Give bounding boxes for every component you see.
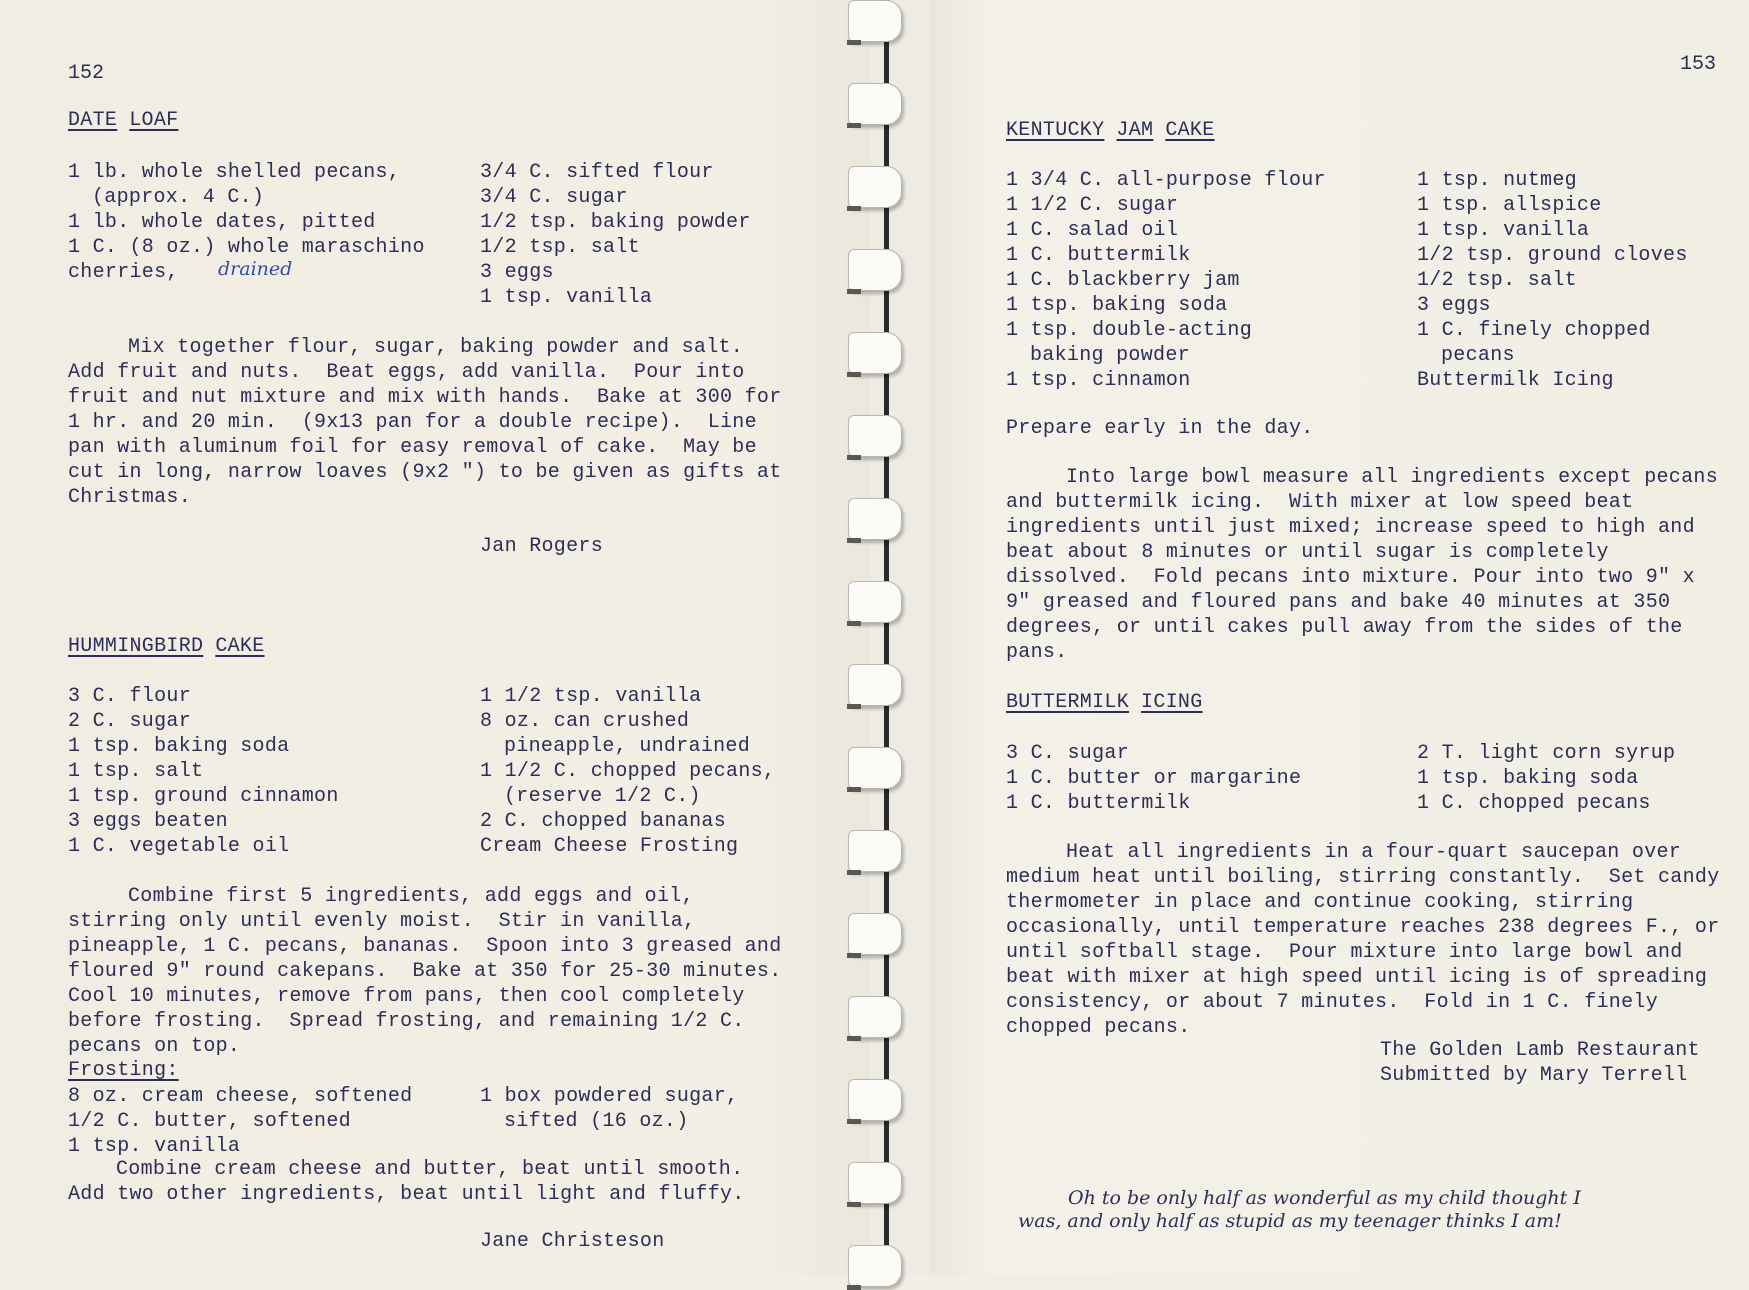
ingredients-left-icing [1006,741,1301,816]
frosting-ingredients-left [68,1084,412,1159]
text-line: until softball stage. Pour mixture into large bowl and [1006,941,1683,964]
text-line: floured 9" round cakepans. Bake at 350 for 25-30 minutes. [68,960,782,983]
text-line: (reserve 1/2 C.) [504,785,701,808]
text-line: 1 C. butter or margarine [1006,767,1302,790]
text-line: 2 T. light corn syrup [1417,742,1676,765]
text-line: ingredients until just mixed; increase speed to high and [1006,516,1695,539]
spiral-ring [848,1079,902,1121]
spiral-ring [848,249,902,291]
spiral-ring [848,1162,902,1204]
text-line: 9" greased and floured pans and bake 40 minutes at 350 [1006,591,1671,614]
frosting-heading [68,1058,191,1083]
text-line: pans. [1006,641,1068,664]
text-line: and buttermilk icing. With mixer at low speed beat [1006,491,1634,514]
text-line: thermometer in place and continue cooking, stirring [1006,891,1634,914]
page-number-right: 153 [1680,53,1717,76]
closing-quote [1018,1187,1730,1233]
text-line: 1 tsp. vanilla [68,1135,241,1158]
text-line: 1 C. finely chopped [1417,319,1651,342]
text-line: 1 1/2 C. chopped pecans, [480,760,776,783]
contributor-hummingbird: Jane Christeson [480,1230,665,1253]
text-line: 1 tsp. baking soda [68,735,290,758]
text-line: 8 oz. cream cheese, softened [68,1085,413,1108]
text-line: 1 3/4 C. all-purpose flour [1006,169,1326,192]
directions-icing [1006,840,1720,1040]
contributor-icing [1380,1038,1700,1088]
text-line: 1/2 tsp. salt [480,236,640,259]
text-line: Add two other ingredients, beat until light and fluffy. [68,1183,745,1206]
text-line: 3 eggs [1417,294,1491,317]
text-line: 3 C. sugar [1006,742,1130,765]
directions-date-loaf [68,335,782,510]
title-word: HUMMINGBIRD [68,635,204,658]
text-line: 1 1/2 tsp. vanilla [480,685,702,708]
text-line: 1 1/2 C. sugar [1006,194,1179,217]
text-line: 1 C. (8 oz.) whole maraschino [68,236,425,259]
text-line: beat about 8 minutes or until sugar is completely [1006,541,1609,564]
text-line: 1 tsp. baking soda [1006,294,1228,317]
spiral-ring [848,332,902,374]
text-line: 3 C. flour [68,685,192,708]
text-line: baking powder [1030,344,1190,367]
text-line: 1 tsp. baking soda [1417,767,1639,790]
text-line: 3/4 C. sugar [480,186,628,209]
text-line: Christmas. [68,486,192,509]
text-line: stirring only until evenly moist. Stir in vanilla, [68,910,696,933]
title-word: DATE [68,109,118,132]
text-line: Add fruit and nuts. Beat eggs, add vanilla. Pour into [68,361,745,384]
text-line: Submitted by Mary Terrell [1380,1064,1688,1087]
text-line: 1/2 tsp. baking powder [480,211,751,234]
page-number-left: 152 [68,62,105,85]
spiral-ring [848,166,902,208]
title-word: LOAF [129,109,179,132]
text-line: Cream Cheese Frosting [480,835,739,858]
text-line: 1 box powdered sugar, [480,1085,739,1108]
text-line: 1 C. vegetable oil [68,835,290,858]
text-line: 1 tsp. ground cinnamon [68,785,339,808]
text-line: 1 tsp. double-acting [1006,319,1253,342]
text-line: 1/2 C. butter, softened [68,1110,351,1133]
spiral-ring [848,664,902,706]
ingredients-right-date-loaf [480,160,751,310]
ingredients-right-icing [1417,741,1675,816]
text-line: Mix together flour, sugar, baking powder and salt. [128,336,744,359]
text-line: 1 tsp. cinnamon [1006,369,1191,392]
text-line: (approx. 4 C.) [92,186,265,209]
text-line: degrees, or until cakes pull away from the sides of the [1006,616,1683,639]
text-line: Into large bowl measure all ingredients except pecans [1066,466,1719,489]
spiral-ring [848,996,902,1038]
text-line: medium heat until boiling, stirring constantly. Set candy [1006,866,1720,889]
text-line: pecans [1441,344,1515,367]
spiral-ring [848,830,902,872]
title-word: BUTTERMILK [1006,691,1130,714]
text-line: 1 tsp. vanilla [480,286,653,309]
quote-line-2: was, and only half as stupid as my teenager thinks I am! [1018,1210,1562,1232]
text-line: Cool 10 minutes, remove from pans, then cool completely [68,985,745,1008]
text-line: cherries, [68,261,179,284]
text-line: pan with aluminum foil for easy removal of cake. May be [68,436,757,459]
note-kentucky: Prepare early in the day. [1006,417,1314,440]
text-line: pineapple, 1 C. pecans, bananas. Spoon into 3 greased and [68,935,782,958]
spiral-ring [848,0,902,42]
text-line: 1 C. chopped pecans [1417,792,1651,815]
spiral-ring [848,1245,902,1287]
text-line: 8 oz. can crushed [480,710,690,733]
directions-hummingbird [68,884,782,1059]
text-line: 3/4 C. sifted flour [480,161,714,184]
title-word: ICING [1141,691,1203,714]
ingredients-right-hummingbird [480,684,775,859]
recipe-title-date-loaf [68,108,190,133]
text-line: 1 C. salad oil [1006,219,1179,242]
title-word: JAM [1116,119,1154,142]
text-line: 1/2 tsp. salt [1417,269,1577,292]
text-line: fruit and nut mixture and mix with hands. Bake at 300 for [68,386,782,409]
recipe-title-buttermilk-icing [1006,690,1215,715]
text-line: chopped pecans. [1006,1016,1191,1039]
quote-line-1: Oh to be only half as wonderful as my child thought I [1068,1187,1581,1209]
text-line: beat with mixer at high speed until icing is of spreading [1006,966,1708,989]
text-line: Buttermilk Icing [1417,369,1614,392]
text-line: Heat all ingredients in a four-quart saucepan over [1066,841,1682,864]
text-line: pecans on top. [68,1035,241,1058]
text-line: 1/2 tsp. ground cloves [1417,244,1688,267]
title-word: KENTUCKY [1006,119,1105,142]
text-line: sifted (16 oz.) [504,1110,689,1133]
spiral-ring [848,415,902,457]
text-line: 1 C. blackberry jam [1006,269,1240,292]
text-line: 1 C. buttermilk [1006,244,1191,267]
text-line: 1 tsp. allspice [1417,194,1602,217]
text-line: 1 lb. whole shelled pecans, [68,161,401,184]
text-line: dissolved. Fold pecans into mixture. Pour into two 9" x [1006,566,1695,589]
text-line: 1 tsp. vanilla [1417,219,1590,242]
frosting-ingredients-right [480,1084,738,1134]
spiral-ring [848,498,902,540]
text-line: Combine cream cheese and butter, beat until smooth. [116,1158,744,1181]
text-line: 1 hr. and 20 min. (9x13 pan for a double recipe). Line [68,411,757,434]
recipe-title-kentucky-jam-cake [1006,118,1227,143]
recipe-title-hummingbird-cake [68,634,277,659]
text-line: cut in long, narrow loaves (9x2 ") to be given as gifts at [68,461,782,484]
handwritten-note: drained [218,258,293,280]
text-line: 1 lb. whole dates, pitted [68,211,376,234]
ingredients-left-hummingbird [68,684,339,859]
spiral-ring [848,83,902,125]
text-line: Combine first 5 ingredients, add eggs and oil, [128,885,694,908]
spiral-ring [848,581,902,623]
contributor-date-loaf: Jan Rogers [480,535,604,558]
text-line: before frosting. Spread frosting, and remaining 1/2 C. [68,1010,745,1033]
directions-kentucky [1006,465,1718,665]
text-line: The Golden Lamb Restaurant [1380,1039,1700,1062]
text-line: pineapple, undrained [504,735,751,758]
title-word: CAKE [215,635,265,658]
spiral-ring [848,913,902,955]
frosting-directions [68,1157,745,1207]
text-line: consistency, or about 7 minutes. Fold in 1 C. finely [1006,991,1659,1014]
ingredients-right-kentucky [1417,168,1688,393]
text-line: occasionally, until temperature reaches 238 degrees F., or [1006,916,1720,939]
text-line: 2 C. sugar [68,710,192,733]
text-line: 1 tsp. salt [68,760,204,783]
text-line: 3 eggs [480,261,554,284]
text-line: 3 eggs beaten [68,810,228,833]
text-line: 2 C. chopped bananas [480,810,727,833]
text-line: 1 C. buttermilk [1006,792,1191,815]
spiral-ring [848,747,902,789]
ingredients-left-kentucky [1006,168,1326,393]
text-line: 1 tsp. nutmeg [1417,169,1577,192]
frosting-heading-text: Frosting: [68,1059,179,1082]
title-word: CAKE [1165,119,1215,142]
